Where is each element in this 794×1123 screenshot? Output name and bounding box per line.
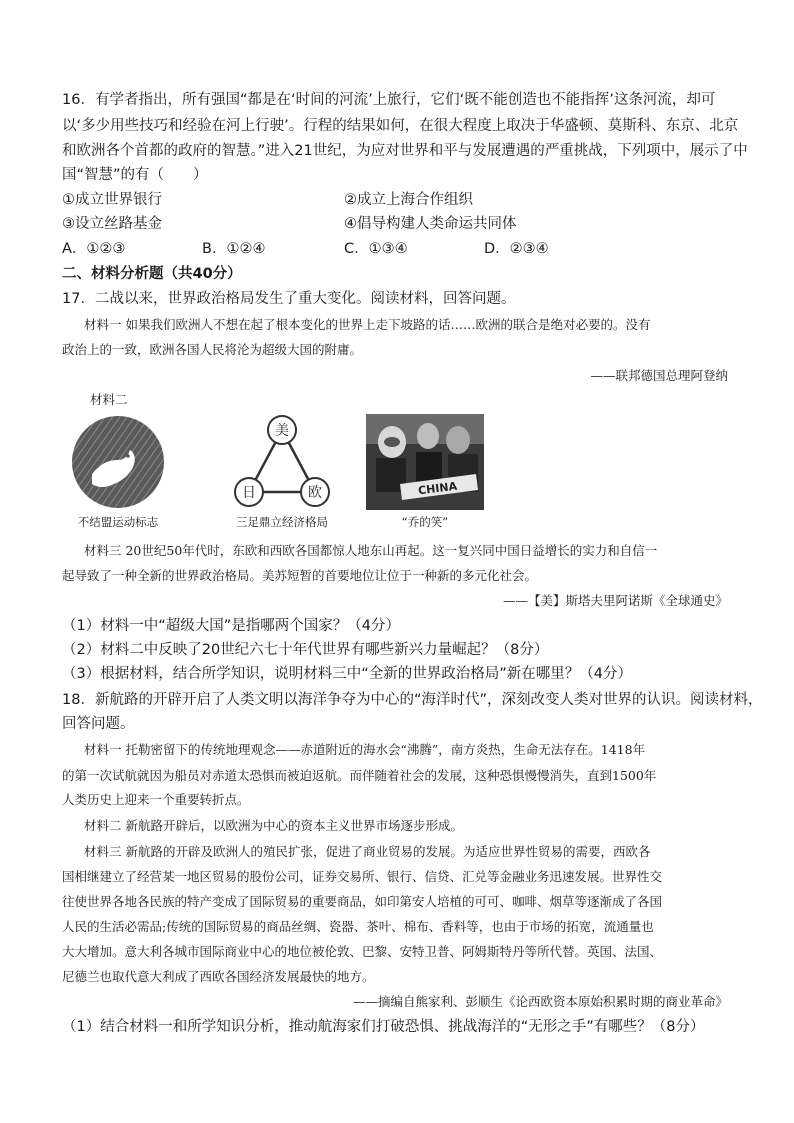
q18-material-2: 材料二 新航路开辟后，以欧洲为中心的资本主义世界市场逐步形成。 <box>84 818 463 833</box>
q17-material-3-source: ——【美】斯塔夫里阿诺斯《全球通史》 <box>502 593 728 608</box>
q17-question-2: （2）材料二中反映了20世纪六七十年代世界有哪些新兴力量崛起？（8分） <box>62 642 549 658</box>
q16-choice-a: A．①②③ <box>62 241 126 257</box>
fig-caption-1: 不结盟运动标志 <box>77 515 159 529</box>
qiao-laugh-photo <box>366 414 484 510</box>
q16-item-3: ③设立丝路基金 <box>62 216 162 232</box>
q16-line-3: 和欧洲各个首都的政府的智慧。”进入21世纪，为应对世界和平与发展遭遇的严重挑战，下列项中，展示了中 <box>62 143 748 159</box>
q18-stem-line-2: 回答问题。 <box>62 716 135 732</box>
q16-item-1: ①成立世界银行 <box>62 192 162 208</box>
q18-material-3-line-3: 往使世界各地各民族的特产变成了国际贸易的重要商品，如印第安人培植的可可、咖啡、烟草等逐渐成了各国 <box>62 894 663 909</box>
q16-line-2: 以‘多少用些技巧和经验在河上行驶’。行程的结果如何，在很大程度上取决于华盛顿、莫斯科、东京、北京 <box>62 118 739 134</box>
q16-line-1: 16．有学者指出，所有强国“都是在‘时间的河流’上旅行，它们‘既不能创造也不能指挥’这条河流，却可 <box>62 92 716 108</box>
q18-stem-line-1: 18．新航路的开辟开启了人类文明以海洋争夺为中心的“海洋时代”，深刻改变人类对世界的认识。阅读材料， <box>62 692 763 708</box>
q18-material-3-line-4: 人民的生活必需品;传统的国际贸易的商品丝绸、瓷器、茶叶、棉布、香料等，也由于市场的拓宽，流通量也 <box>62 919 654 934</box>
q18-material-3-line-5: 大大增加。意大利各城市国际商业中心的地位被伦敦、巴黎、安特卫普、阿姆斯特丹等所代替。英国、法国、 <box>62 944 663 959</box>
q16-choice-d: D．②③④ <box>484 241 549 257</box>
q17-question-3: （3）根据材料，结合所学知识，说明材料三中“全新的世界政治格局”新在哪里？（4分） <box>62 666 632 682</box>
q17-material-1-line-1: 材料一 如果我们欧洲人不想在起了根本变化的世界上走下坡路的话……欧洲的联合是绝对必要的。没有 <box>84 317 651 332</box>
q17-question-1: （1）材料一中“超级大国”是指哪两个国家？（4分） <box>62 618 400 634</box>
q17-material-3-line-2: 起导致了一种全新的世界政治格局。美苏短暂的首要地位让位于一种新的多元化社会。 <box>62 568 538 583</box>
q17-stem: 17．二战以来，世界政治格局发生了重大变化。阅读材料，回答问题。 <box>62 291 516 307</box>
triangle-node-left: 日 <box>242 485 256 501</box>
q18-material-1-line-1: 材料一 托勒密留下的传统地理观念——赤道附近的海水会“沸腾”，南方炎热，生命无法存在。1418年 <box>84 742 646 757</box>
fig-caption-2: 三足鼎立经济格局 <box>236 515 328 529</box>
q16-line-4: 国“智慧”的有（ ） <box>62 167 208 183</box>
q16-item-2: ②成立上海合作组织 <box>344 192 473 208</box>
q16-choice-c: C．①③④ <box>344 241 408 257</box>
q17-material-1-source: ——联邦德国总理阿登纳 <box>590 368 728 383</box>
triangle-node-top: 美 <box>275 423 289 439</box>
q16-choice-b: B．①②④ <box>202 241 266 257</box>
q18-material-3-source: ——摘编自熊家利、彭顺生《论西欧资本原始积累时期的商业革命》 <box>352 994 728 1009</box>
q16-item-4: ④倡导构建人类命运共同体 <box>344 216 517 232</box>
tripolar-economy-diagram <box>232 414 332 510</box>
q18-material-3-line-6: 尼德兰也取代意大利成了西欧各国经济发展最快的地方。 <box>62 969 375 984</box>
fig-caption-3: “乔的笑” <box>401 515 449 529</box>
q18-material-3-line-2: 国相继建立了经营某一地区贸易的股份公司，证券交易所、银行、信贷、汇兑等金融业务迅速发展。世界性交 <box>62 869 663 884</box>
photo-banner-text: CHINA <box>417 479 458 498</box>
q18-material-3-line-1: 材料三 新航路的开辟及欧洲人的殖民扩张，促进了商业贸易的发展。为适应世界性贸易的需要，西欧各 <box>84 844 651 859</box>
q18-material-1-line-2: 的第一次试航就因为船员对赤道太恐惧而被迫返航。而伴随着社会的发展，这种恐惧慢慢消失，直到1500年 <box>62 768 657 783</box>
q17-material-1-line-2: 政治上的一致，欧洲各国人民将沦为超级大国的附庸。 <box>62 342 363 357</box>
non-aligned-movement-emblem <box>70 414 166 510</box>
section-2-title: 二、材料分析题（共40分） <box>62 266 242 282</box>
q17-material-3-line-1: 材料三 20世纪50年代时，东欧和西欧各国都惊人地东山再起。这一复兴同中国日益增长的实力和自信一 <box>84 543 658 558</box>
q17-material-2-label: 材料二 <box>90 392 128 407</box>
triangle-node-right: 欧 <box>308 485 322 501</box>
q18-material-1-line-3: 人类历史上迎来一个重要转折点。 <box>62 792 250 807</box>
q18-question-1: （1）结合材料一和所学知识分析，推动航海家们打破恐惧、挑战海洋的“无形之手”有哪些？（8分） <box>62 1019 705 1035</box>
